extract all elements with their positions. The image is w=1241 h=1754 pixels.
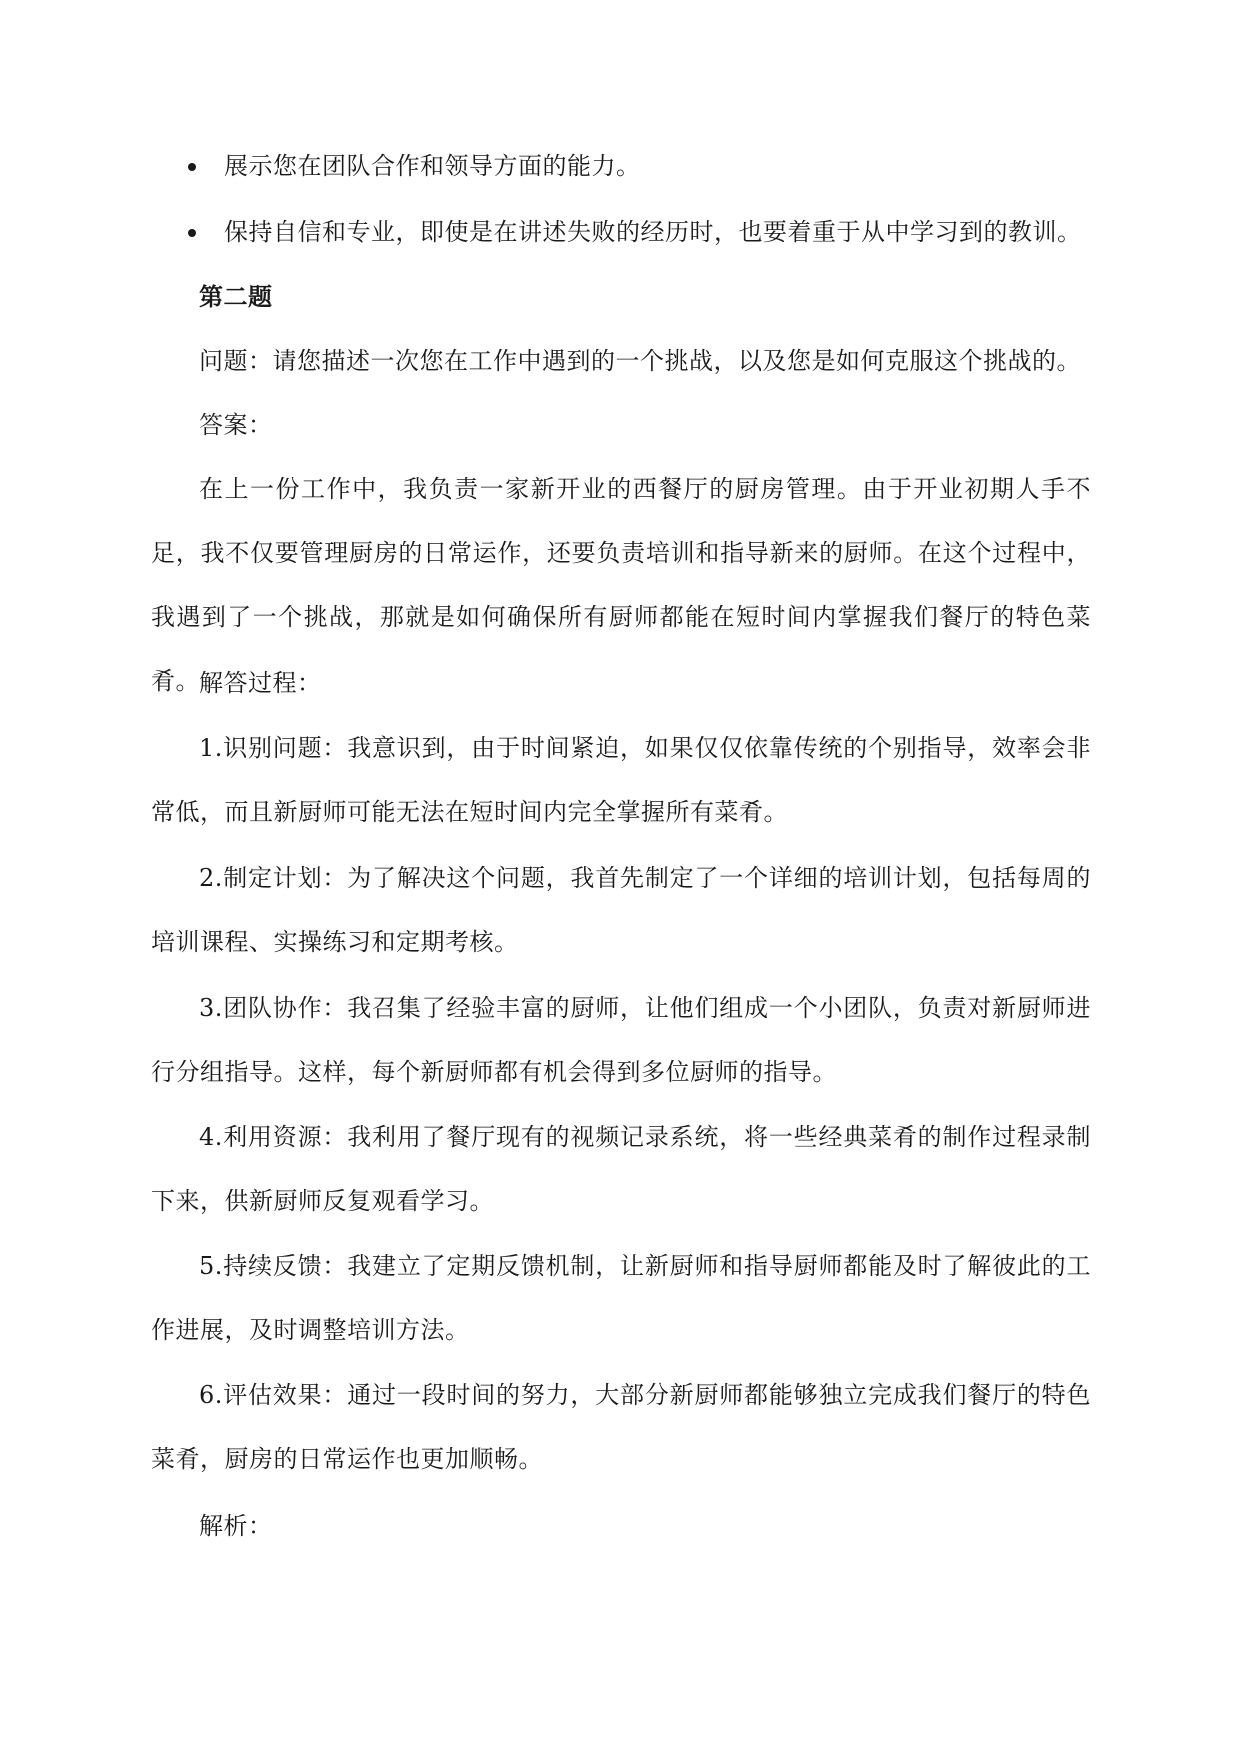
answer-label: 答案： <box>199 411 273 439</box>
step-item: 6.评估效果：通过一段时间的努力，大部分新厨师都能够独立完成我们餐厅的特色菜肴，厨房的日常运作也更加顺畅。 <box>151 1381 1091 1473</box>
analysis-label: 解析： <box>199 1512 273 1540</box>
bullet-dot <box>188 163 196 171</box>
question-text: 问题：请您描述一次您在工作中遇到的一个挑战，以及您是如何克服这个挑战的。 <box>199 347 1081 375</box>
step-item: 1.识别问题：我意识到，由于时间紧迫，如果仅仅依靠传统的个别指导，效率会非常低，而且新厨师可能无法在短时间内完全掌握所有菜肴。 <box>151 734 1091 826</box>
answer-paragraph: 在上一份工作中，我负责一家新开业的西餐厅的厨房管理。由于开业初期人手不足，我不仅要管理厨房的日常运作，还要负责培训和指导新来的厨师。在这个过程中，我遇到了一个挑战，那就是如何确保所有厨师都能在短时间内掌握我们餐厅的特色菜肴。 <box>151 475 1091 695</box>
bullet-item: 保持自信和专业，即使是在讲述失败的经历时，也要着重于从中学习到的教训。 <box>224 218 1082 246</box>
step-item: 3.团队协作：我召集了经验丰富的厨师，让他们组成一个小团队，负责对新厨师进行分组指导。这样，每个新厨师都有机会得到多位厨师的指导。 <box>151 994 1091 1086</box>
step-item: 5.持续反馈：我建立了定期反馈机制，让新厨师和指导厨师都能及时了解彼此的工作进展，及时调整培训方法。 <box>151 1252 1091 1344</box>
step-item: 2.制定计划：为了解决这个问题，我首先制定了一个详细的培训计划，包括每周的培训课程、实操练习和定期考核。 <box>151 864 1091 956</box>
step-item: 4.利用资源：我利用了餐厅现有的视频记录系统，将一些经典菜肴的制作过程录制下来，供新厨师反复观看学习。 <box>151 1123 1091 1215</box>
bullet-item: 展示您在团队合作和领导方面的能力。 <box>224 152 641 180</box>
section-title: 第二题 <box>199 283 273 311</box>
bullet-dot <box>188 229 196 237</box>
process-label: 解答过程： <box>199 669 322 697</box>
